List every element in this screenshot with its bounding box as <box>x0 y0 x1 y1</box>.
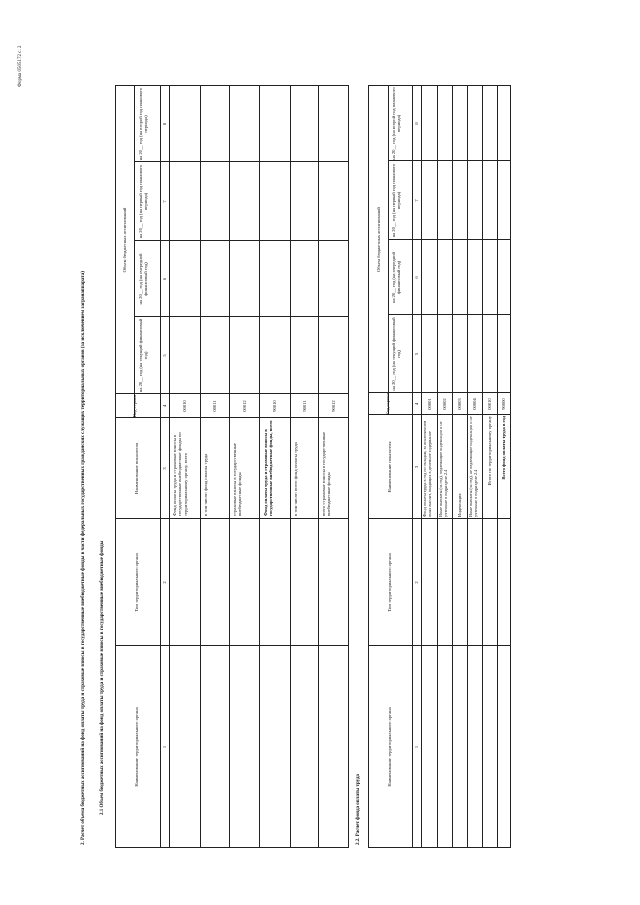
section-2-2-title: 2.2. Расчет фонда оплаты труда <box>356 774 361 845</box>
t1-header-year-plan1: на 20__ год (на первый год планового периода) <box>138 164 149 239</box>
row-label: страховые взносы в государственные внебюджетные фонды <box>232 443 243 516</box>
row-label: Иные выплаты (за год), подлежащие индексации и не учтенные в подразделе 2.4 <box>438 421 448 517</box>
row-label: всего страховые взносы в государственные внебюджетные фонды <box>321 431 332 516</box>
t2-header-type: Тип территориального органа <box>387 553 392 612</box>
t1-colnum: 6 <box>162 277 167 281</box>
row-code: 90010 <box>272 400 277 412</box>
t1-header-year-next: на 20__ год (на очередной финансовый год) <box>138 253 149 305</box>
row-code: 90000 <box>501 398 506 410</box>
row-code: 90012 <box>331 400 336 412</box>
t1-header-year-plan2: на 20__ год (на второй год планового периода) <box>138 87 149 161</box>
row-code: 00010 <box>182 400 187 412</box>
row-code: 00003 <box>457 398 462 410</box>
t1-colnum: 2 <box>162 581 167 584</box>
row-code: 00011 <box>212 400 217 412</box>
t1-header-group: Объем бюджетных ассигнований <box>122 207 127 273</box>
t2-header-year-plan2: на 20__ год (на второй год планового периода) <box>391 87 402 160</box>
t1-colnum: 1 <box>162 745 167 749</box>
t2-colnum: 5 <box>414 352 419 356</box>
row-code: 00002 <box>442 398 447 410</box>
t2-colnum: 1 <box>414 745 419 749</box>
t1-colnum: 4 <box>162 404 167 408</box>
row-label: Фонд оплаты труда в год по окладам, за исключением иных выплат, входящих в денежное содержание <box>422 420 432 517</box>
t2-header-code: Код строки <box>385 393 390 415</box>
t2-header-name: Наименование территориального органа <box>387 707 392 787</box>
t1-colnum: 7 <box>162 200 167 203</box>
section-2-1-title: 2.1 Объем бюджетных ассигнований на фонд оплаты труда и страховые взносы в государственные внебюджетные фонды <box>100 540 105 815</box>
row-label: Индексация <box>457 493 462 517</box>
t1-header-name: Наименование территориального органа <box>134 707 139 787</box>
t2-header-year-next: на 20__ год (на очередной финансовый год) <box>391 252 402 303</box>
section-2-title: 2. Расчет объема бюджетных ассигнований на фонд оплаты труда и страховые взносы в государственные внебюджетные фонды в части федеральных государственных гражданских служащих территориальных органов (за исключением загранаппарата) <box>81 271 86 845</box>
row-label: Фонд оплаты труда и страховые взносы в государственные внебюджетные фонды, всего <box>263 420 274 516</box>
t2-header-group: Объем бюджетных ассигнований <box>376 207 381 272</box>
row-label: Фонд оплаты труда и страховые взносы в государственные внебюджетные фонды по территориальному органу, всего <box>172 432 188 516</box>
t1-header-code: Код строки <box>132 395 137 417</box>
row-code: 00004 <box>472 398 477 410</box>
form-label: Форма 0505172 с. 2 <box>18 45 23 87</box>
t2-colnum: 3 <box>414 465 419 469</box>
t2-header-year-plan1: на 20__ год (на первый год планового периода) <box>391 163 402 238</box>
t2-header-year-current: на 20__ год (на текущий финансовый год) <box>391 317 402 391</box>
t1-header-year-current: на 20__ год (на текущий финансовый год) <box>138 318 149 393</box>
t1-header-indicator: Наименование показателя <box>134 443 139 494</box>
row-code: 00012 <box>242 400 247 412</box>
row-label: в том числе: фонд оплаты труда <box>203 453 208 516</box>
row-code: 00010 <box>487 398 492 410</box>
t1-header-type: Тип территориального органа <box>134 553 139 612</box>
row-label: Всего фонд оплаты труда в год <box>501 416 506 480</box>
t2-header-indicator: Наименование показателя <box>387 441 392 493</box>
row-code: 00001 <box>427 398 432 410</box>
t1-colnum: 3 <box>162 467 167 470</box>
t2-colnum: 8 <box>414 122 419 125</box>
t2-colnum: 4 <box>414 402 419 406</box>
t2-colnum: 7 <box>414 199 419 202</box>
row-code: 90011 <box>302 400 307 412</box>
t1-colnum: 8 <box>162 122 167 126</box>
t2-colnum: 6 <box>414 276 419 279</box>
t2-colnum: 2 <box>414 581 419 584</box>
t1-colnum: 5 <box>162 354 167 357</box>
row-label: Иные выплаты (за год), не подлежащие индексации и не учтенные в подразделе 2.4 <box>468 416 478 517</box>
row-label: в том числе: всего фонд оплаты труда <box>293 442 298 516</box>
row-label: Итого по территориальному органу <box>487 416 492 486</box>
